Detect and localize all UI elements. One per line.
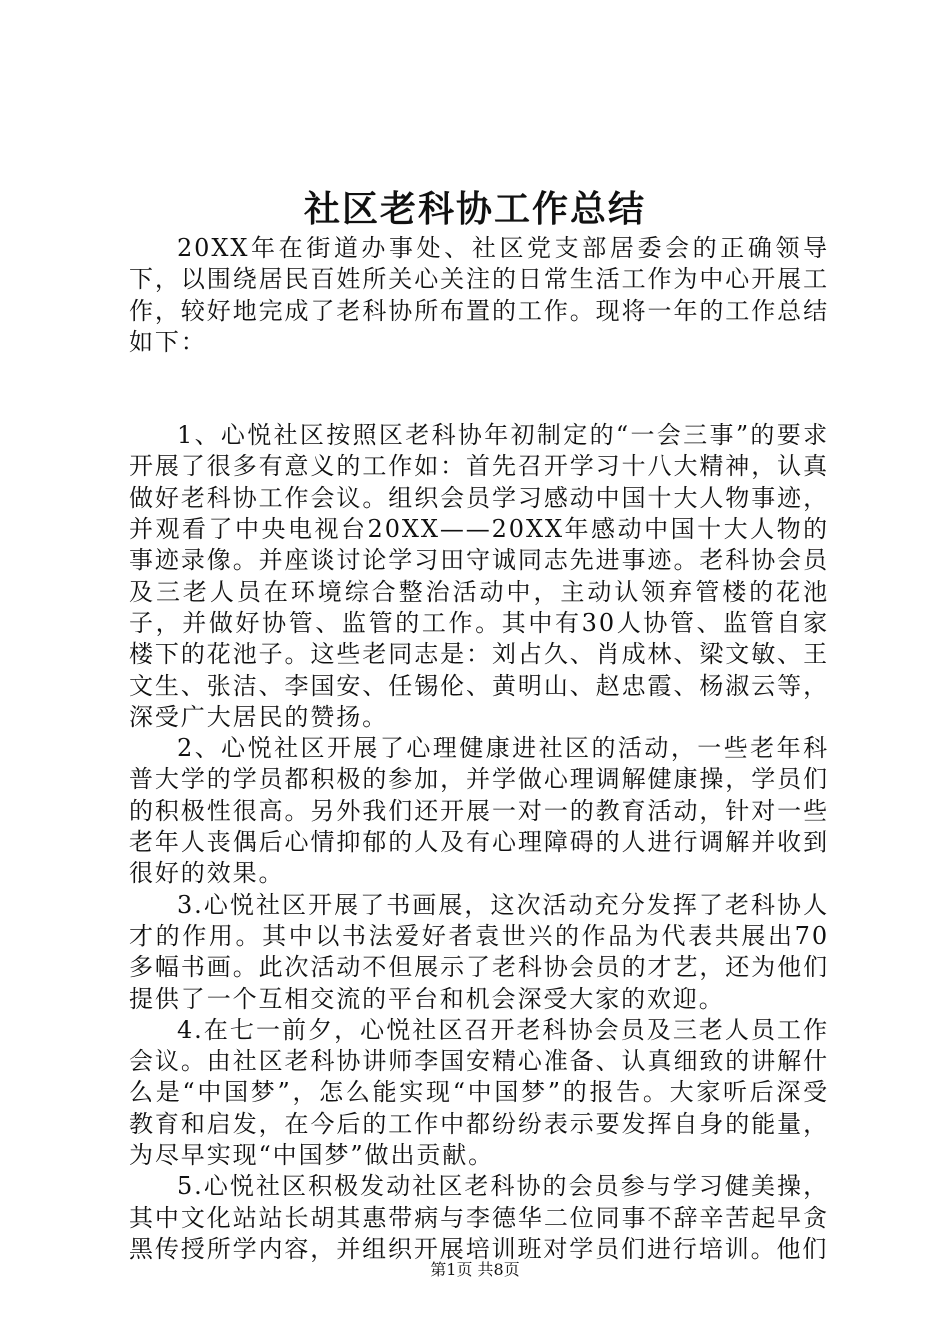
document-title: 社区老科协工作总结 [303,188,646,230]
intro-paragraph: 20XX年在街道办事处、社区党支部居委会的正确领导下，以围绕居民百姓所关心关注的日常生活工作为中心开展工作，较好地完成了老科协所布置的工作。现将一年的工作总结如下： [129,234,829,356]
paragraph-4: 4.在七一前夕，心悦社区召开老科协会员及三老人员工作会议。由社区老科协讲师李国安精心准备、认真细致的讲解什么是“中国梦”，怎么能实现“中国梦”的报告。大家听后深受教育和启发，在今后的工作中都纷纷表示要发挥自身的能量，为尽早实现“中国梦”做出贡献。 [129,1015,829,1170]
paragraph-1: 1、心悦社区按照区老科协年初制定的“一会三事”的要求开展了很多有意义的工作如：首先召开学习十八大精神，认真做好老科协工作会议。组织会员学习感动中国十大人物事迹，并观看了中央电视台20XX——20XX年感动中国十大人物的事迹录像。并座谈讨论学习田守诚同志先进事迹。老科协会员及三老人员在环境综合整治活动中，主动认领弃管楼的花池子，并做好协管、监管的工作。其中有30人协管、监管自家楼下的花池子。这些老同志是：刘占久、肖成林、梁文敏、王文生、张洁、李国安、任锡伦、黄明山、赵忠霞、杨淑云等，深受广大居民的赞扬。 [129,421,829,731]
document-body [129,233,829,1265]
paragraph-2: 2、心悦社区开展了心理健康进社区的活动，一些老年科普大学的学员都积极的参加，并学做心理调解健康操，学员们的积极性很高。另外我们还开展一对一的教育活动，针对一些老年人丧偶后心情抑郁的人及有心理障碍的人进行调解并收到很好的效果。 [129,734,829,888]
paragraph-3: 3.心悦社区开展了书画展，这次活动充分发挥了老科协人才的作用。其中以书法爱好者袁世兴的作品为代表共展出70多幅书画。此次活动不但展示了老科协会员的才艺，还为他们提供了一个互相交流的平台和机会深受大家的欢迎。 [129,890,829,1013]
paragraph-spacer [129,358,829,420]
paragraph-5: 5.心悦社区积极发动社区老科协的会员参与学习健美操，其中文化站站长胡其惠带病与李德华二位同事不辞辛苦起早贪黑传授所学内容，并组织开展培训班对学员们进行培训。他们 [129,1172,829,1263]
page-number-footer: 第1页 共8页 [430,1260,520,1279]
